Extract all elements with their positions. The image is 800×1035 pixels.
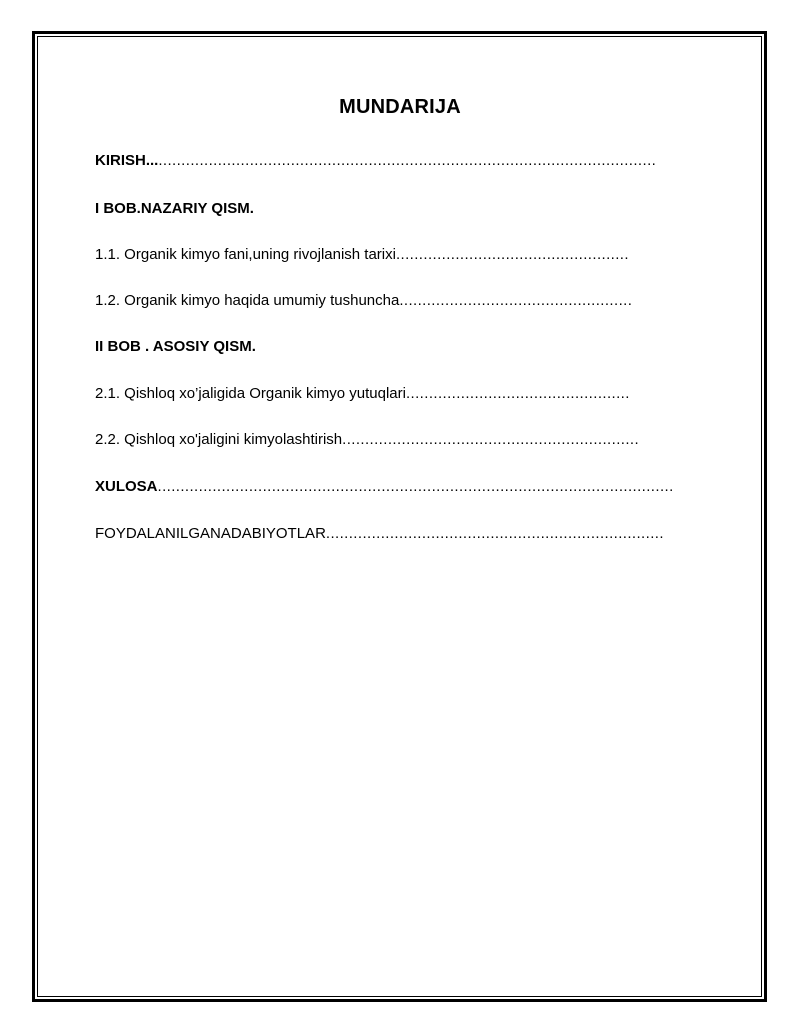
toc-entry-label: 1.2. Organik kimyo haqida umumiy tushuncha — [95, 292, 400, 309]
toc-entry-bob2 — [95, 336, 256, 358]
toc-entry-label: 2.2. Qishloq xo'jaligini kimyolashtirish — [95, 431, 343, 448]
toc-entry-bob1 — [95, 198, 254, 220]
toc-entry-label: I BOB.NAZARIY QISM. — [95, 200, 254, 217]
toc-leader-dots: ................................................... — [399, 292, 633, 309]
toc-entry-1-2 — [95, 290, 632, 312]
toc-entry-2-2 — [95, 429, 639, 451]
toc-entry-label: XULOSA — [95, 478, 158, 495]
toc-leader-dots: ................................................................................................................. — [157, 478, 674, 495]
toc-entry-1-1 — [95, 244, 629, 266]
toc-leader-dots: ................................................. — [405, 385, 630, 402]
toc-leader-dots: ................................................... — [395, 246, 629, 263]
toc-entry-kirish — [95, 150, 656, 172]
toc-entry-label: KIRISH... — [95, 152, 159, 169]
toc-leader-dots: ............................................................................................................. — [158, 152, 657, 169]
toc-entry-xulosa — [95, 476, 674, 498]
toc-leader-dots: .......................................................................... — [325, 525, 664, 542]
toc-entry-adabiyotlar — [95, 523, 664, 545]
toc-entry-label: 1.1. Organik kimyo fani,uning rivojlanish tarixi — [95, 246, 396, 263]
toc-leader-dots: ................................................................. — [342, 431, 640, 448]
toc-entry-label: 2.1. Qishloq xo’jaligida Organik kimyo yutuqlari — [95, 385, 406, 402]
toc-entry-2-1 — [95, 383, 630, 405]
toc-entry-label: FOYDALANILGANADABIYOTLAR — [95, 525, 326, 542]
page-title: MUNDARIJA — [339, 96, 461, 118]
page-border-inner — [37, 36, 762, 997]
toc-entry-label: II BOB . ASOSIY QISM. — [95, 338, 256, 355]
